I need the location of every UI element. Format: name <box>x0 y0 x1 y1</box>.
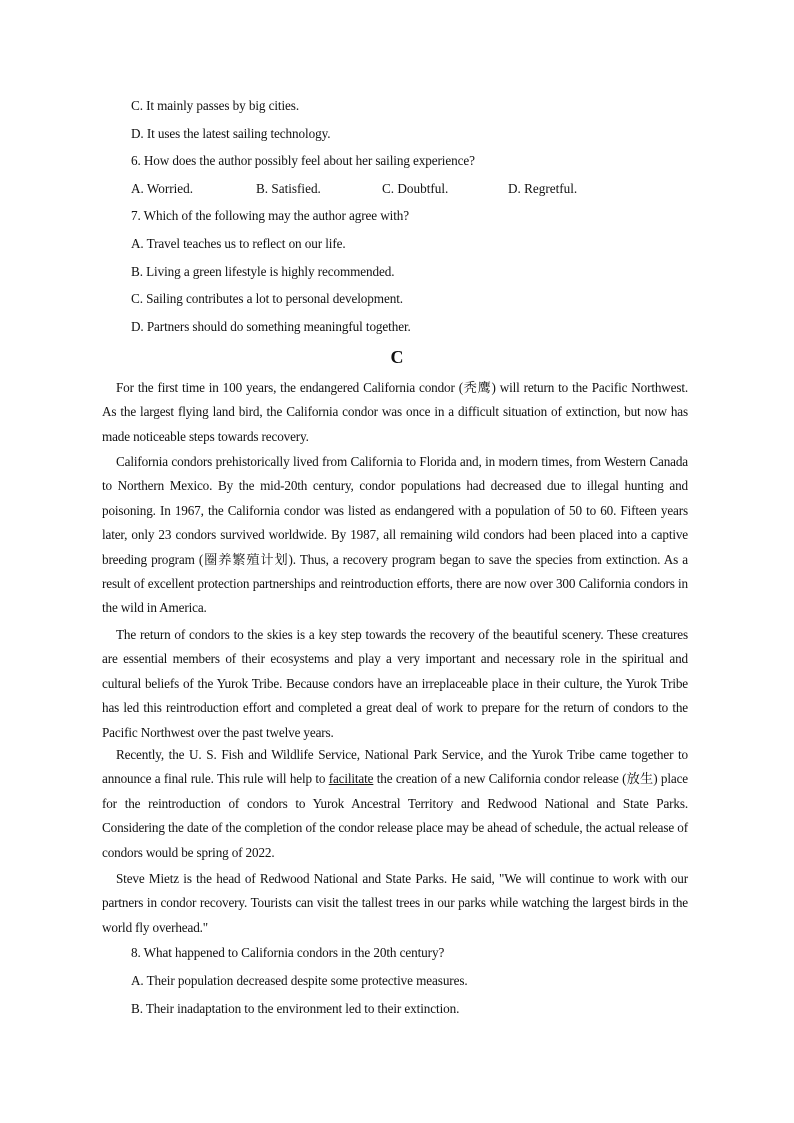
q8-option-b: B. Their inadaptation to the environment led to their extinction. <box>131 1001 460 1016</box>
question-8-stem: 8. What happened to California condors in the 20th century? <box>131 945 445 960</box>
q6-option-d: D. Regretful. <box>508 181 578 196</box>
paragraph-4-text-end: the creation of a new California condor release (放生) place for the reintroduction of condors to Yurok Ancestral Territory and Redwood National and State Parks. Considering the date of the completion of the condor release place may be ahead of schedule, the actual release of condors would be spring of 2022. <box>102 771 688 860</box>
q8-option-a: A. Their population decreased despite some protective measures. <box>131 973 468 988</box>
question-7-stem: 7. Which of the following may the author agree with? <box>131 208 410 223</box>
q7-option-a: A. Travel teaches us to reflect on our life. <box>131 236 346 251</box>
passage-paragraph-5: Steve Mietz is the head of Redwood National and State Parks. He said, "We will continue to work with our partners in condor recovery. Tourists can visit the tallest trees in our parks while watching the largest birds in the world fly overhead." <box>102 871 688 935</box>
q7-option-b: B. Living a green lifestyle is highly recommended. <box>131 264 395 279</box>
passage-paragraph-1: For the first time in 100 years, the endangered California condor (秃鹰) will return to the Pacific Northwest. As the largest flying land bird, the California condor was once in a difficult situation of extinction, but now has made noticeable steps towards recovery. <box>102 380 688 444</box>
q6-option-b: B. Satisfied. <box>256 181 321 196</box>
section-title: C <box>390 347 404 367</box>
option-c-prev: C. It mainly passes by big cities. <box>131 98 300 113</box>
q6-option-a: A. Worried. <box>131 181 194 196</box>
passage-paragraph-2: California condors prehistorically lived from California to Florida and, in modern times, from Western Canada to Northern Mexico. By the mid-20th century, condor populations had decreased due to illegal hunting and poisoning. In 1967, the California condor was listed as endangered with a population of 50 to 60. Fifteen years later, only 23 condors survived worldwide. By 1987, all remaining wild condors had been placed into a captive breeding program (圈养繁殖计划). Thus, a recovery program began to save the species from extinction. As a result of excellent protection partnerships and reintroduction efforts, there are now over 300 California condors in the wild in America. <box>102 454 688 616</box>
underlined-word: facilitate <box>328 771 374 787</box>
q6-option-c: C. Doubtful. <box>382 181 449 196</box>
question-6-stem: 6. How does the author possibly feel about her sailing experience? <box>131 153 475 168</box>
option-d-prev: D. It uses the latest sailing technology. <box>131 126 331 141</box>
q7-option-d: D. Partners should do something meaningful together. <box>131 319 411 334</box>
passage-paragraph-4 <box>102 743 688 865</box>
paragraph-4-text-start: Recently, the U. S. Fish and Wildlife Service, National Park Service, and the Yurok Tribe came together to announce a final rule. This rule will help to <box>102 747 688 787</box>
passage-paragraph-3: The return of condors to the skies is a key step towards the recovery of the beautiful scenery. These creatures are essential members of their ecosystems and play a very important and necessary role in the spiritual and cultural beliefs of the Yurok Tribe. Because condors have an irreplaceable place in their culture, the Yurok Tribe has led this reintroduction effort and completed a great deal of work to prepare for the return of condors to the Pacific Northwest over the past twelve years. <box>102 627 688 740</box>
q7-option-c: C. Sailing contributes a lot to personal development. <box>131 291 403 306</box>
